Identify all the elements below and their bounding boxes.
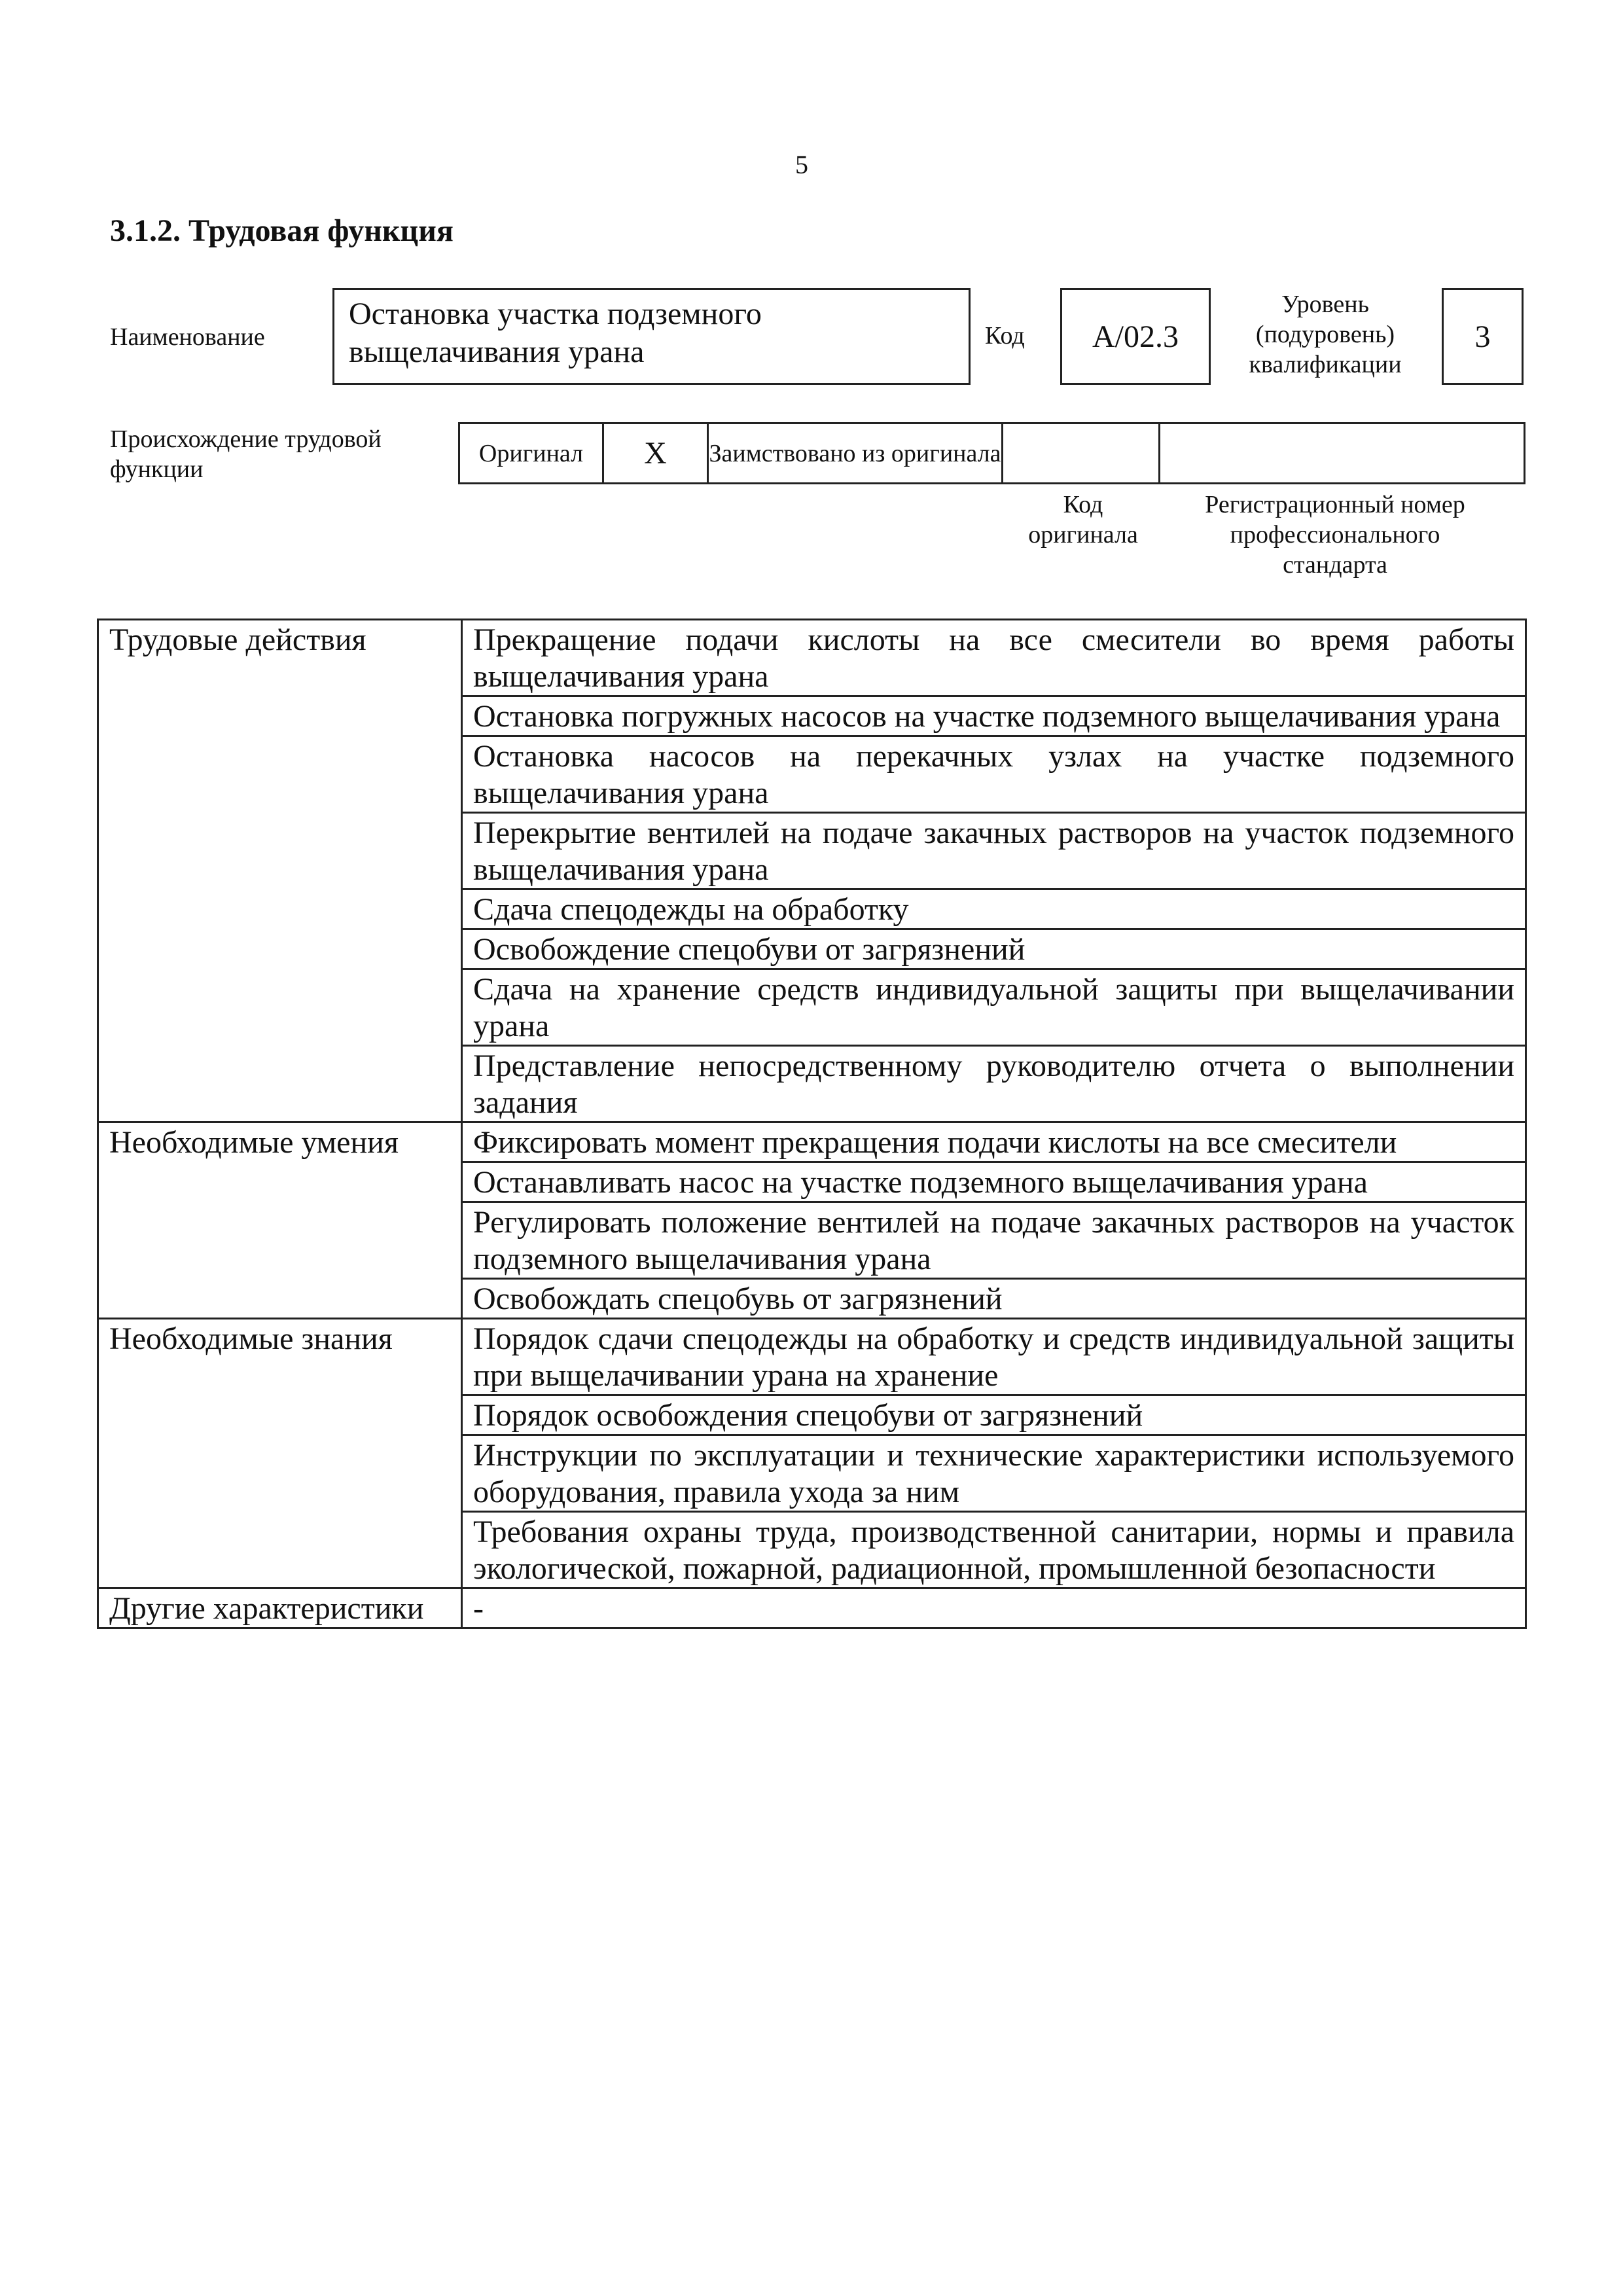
section-item-cell: Прекращение подачи кислоты на все смесители во время работы выщелачивания урана: [462, 620, 1526, 696]
registration-number-caption: Регистрационный номер профессионального стандарта: [1205, 491, 1465, 579]
table-row: [98, 813, 1526, 889]
original-code-cell: [1003, 423, 1160, 484]
table-row: [98, 1202, 1526, 1279]
table-row: [98, 620, 1526, 696]
section-title-cell: [98, 736, 462, 813]
table-row: [98, 696, 1526, 736]
table-row: [98, 1279, 1526, 1319]
section-title-cell: [98, 1435, 462, 1512]
section-title-cell: Необходимые умения: [98, 1122, 462, 1162]
section-title-cell: [98, 1395, 462, 1435]
table-row: [98, 1395, 1526, 1435]
section-title-cell: Трудовые действия: [98, 620, 462, 696]
section-item-cell: Регулировать положение вентилей на подаче закачных растворов на участок подземного выщелачивания урана: [462, 1202, 1526, 1279]
section-item-cell: Освобождение спецобуви от загрязнений: [462, 929, 1526, 969]
section-item-cell: Порядок освобождения спецобуви от загрязнений: [462, 1395, 1526, 1435]
section-title-cell: [98, 1202, 462, 1279]
section-item-cell: Представление непосредственному руководителю отчета о выполнении задания: [462, 1046, 1526, 1122]
section-item-cell: Фиксировать момент прекращения подачи кислоты на все смесители: [462, 1122, 1526, 1162]
section-item-cell: Остановка насосов на перекачных узлах на участке подземного выщелачивания урана: [462, 736, 1526, 813]
section-title-cell: Другие характеристики: [98, 1588, 462, 1628]
section-item-cell: Сдача на хранение средств индивидуальной защиты при выщелачивании урана: [462, 969, 1526, 1046]
section-title-cell: [98, 1279, 462, 1319]
section-title-cell: [98, 929, 462, 969]
section-title-cell: [98, 1046, 462, 1122]
qualification-level-box: 3: [1442, 288, 1524, 385]
section-title-cell: [98, 696, 462, 736]
section-item-cell: Остановка погружных насосов на участке подземного выщелачивания урана: [462, 696, 1526, 736]
table-row: [98, 1122, 1526, 1162]
page-number: 5: [795, 150, 808, 179]
original-label: Оригинал: [459, 423, 603, 484]
table-row: [98, 969, 1526, 1046]
table-row: [98, 1046, 1526, 1122]
table-row: [98, 1435, 1526, 1512]
origin-label: Происхождение трудовой функции: [110, 425, 382, 483]
section-item-cell: Порядок сдачи спецодежды на обработку и средств индивидуальной защиты при выщелачивании урана на хранение: [462, 1319, 1526, 1395]
table-row: [98, 736, 1526, 813]
function-name-box: Остановка участка подземного выщелачивания урана: [332, 288, 971, 385]
section-title-cell: [98, 969, 462, 1046]
original-mark: X: [603, 423, 708, 484]
section-title-cell: [98, 813, 462, 889]
section-item-cell: Останавливать насос на участке подземного выщелачивания урана: [462, 1162, 1526, 1202]
labor-function-table: [97, 619, 1527, 1629]
table-row: [98, 889, 1526, 929]
code-label: Код: [985, 322, 1025, 350]
section-title-cell: Необходимые знания: [98, 1319, 462, 1395]
section-title-cell: [98, 1512, 462, 1588]
section-title: 3.1.2. Трудовая функция: [110, 213, 454, 248]
table-row: [98, 929, 1526, 969]
section-item-cell: Требования охраны труда, производственной санитарии, нормы и правила экологической, пожарной, радиационной, промышленной безопасности: [462, 1512, 1526, 1588]
table-row: [98, 1319, 1526, 1395]
original-code-caption: Код оригинала: [1028, 491, 1138, 548]
section-item-cell: Освобождать спецобувь от загрязнений: [462, 1279, 1526, 1319]
section-title-cell: [98, 1162, 462, 1202]
function-code-box: А/02.3: [1060, 288, 1211, 385]
section-title-cell: [98, 889, 462, 929]
section-item-cell: Инструкции по эксплуатации и технические характеристики используемого оборудования, правила ухода за ним: [462, 1435, 1526, 1512]
table-row: [98, 1162, 1526, 1202]
section-item-cell: Перекрытие вентилей на подаче закачных растворов на участок подземного выщелачивания урана: [462, 813, 1526, 889]
section-item-cell: -: [462, 1588, 1526, 1628]
table-row: [98, 1512, 1526, 1588]
origin-table: [458, 422, 1525, 484]
name-label: Наименование: [110, 323, 265, 351]
registration-number-cell: [1160, 423, 1525, 484]
table-row: [98, 1588, 1526, 1628]
level-label: Уровень (подуровень) квалификации: [1249, 291, 1402, 378]
borrowed-label: Заимствовано из оригинала: [708, 423, 1003, 484]
section-item-cell: Сдача спецодежды на обработку: [462, 889, 1526, 929]
